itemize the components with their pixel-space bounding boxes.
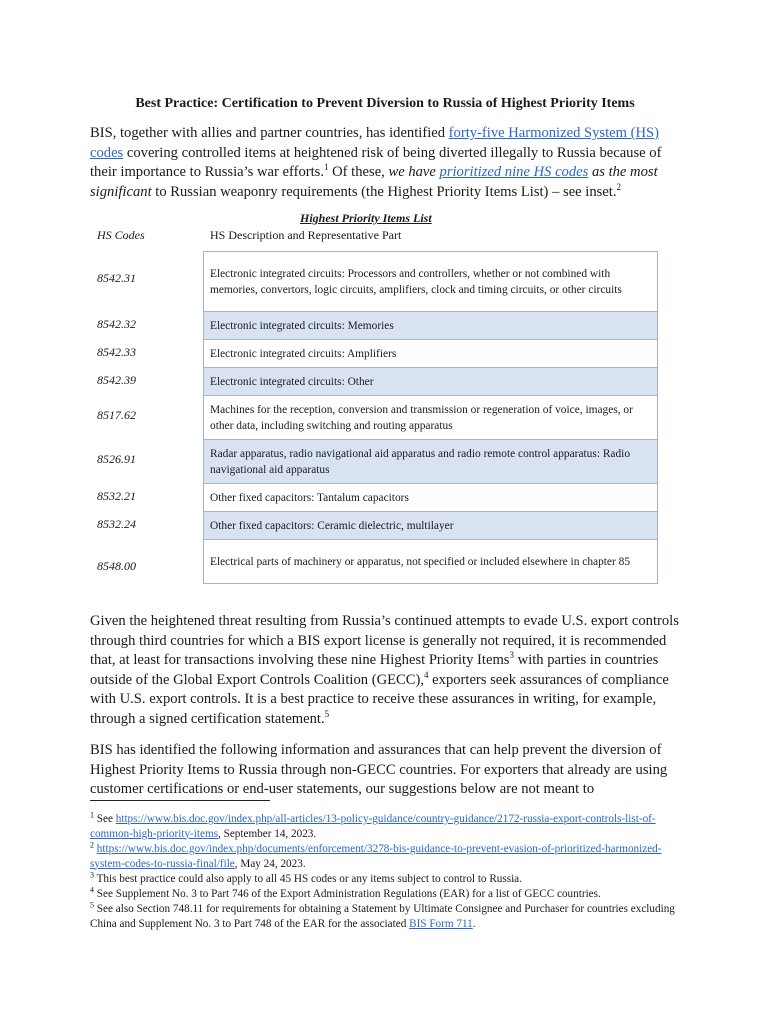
hs-code: 8542.33 <box>97 345 136 359</box>
hs-code: 8542.39 <box>97 373 136 387</box>
hs-code: 8542.32 <box>97 317 136 331</box>
hs-code: 8548.00 <box>97 559 136 573</box>
footnote-1: $^1$ See https://www.bis.doc.gov/index.php/all-articles/13-policy-guidance/country-guidance/2172-russia-export-controls-list-of-common-high-priority-items, September 14, 2023. <box>90 810 656 840</box>
footnote-ref-5: 5 <box>324 708 330 719</box>
footnote-1-link[interactable]: https://www.bis.doc.gov/index.php/all-articles/13-policy-guidance/country-guidance/2172-russia-export-controls-list-of-common-high-priority-items <box>90 813 656 840</box>
hs-code: 8542.31 <box>97 271 136 285</box>
table-title: Highest Priority Items List <box>300 211 432 225</box>
column-header-description: HS Description and Representative Part <box>210 228 402 242</box>
hs-description: Other fixed capacitors: Tantalum capacitors <box>203 483 658 512</box>
footnote-ref-3: 3 <box>509 650 514 661</box>
page-title: Best Practice: Certification to Prevent Diversion to Russia of Highest Priority Items <box>135 96 635 111</box>
footnote-ref-2: 2 <box>616 181 622 192</box>
hs-description: Electronic integrated circuits: Other <box>203 367 658 396</box>
bis-form-711-link[interactable]: BIS Form 711 <box>409 917 473 930</box>
priority-items-table <box>90 251 658 583</box>
hs-description: Other fixed capacitors: Ceramic dielectric, multilayer <box>203 511 658 540</box>
table-row <box>90 483 658 511</box>
footnote-2-link[interactable]: https://www.bis.doc.gov/index.php/documents/enforcement/3278-bis-guidance-to-prevent-evasion-of-prioritized-harmonized-system-codes-to-russia-final/file <box>90 843 662 870</box>
table-row <box>90 339 658 367</box>
hs-description: Machines for the reception, conversion and transmission or regeneration of voice, images, or other data, including switching and routing apparatus <box>203 395 658 440</box>
table-row <box>90 395 658 439</box>
hs-code: 8526.91 <box>97 452 136 466</box>
prioritized-codes-link[interactable]: prioritized nine HS codes <box>439 164 589 180</box>
table-row <box>90 511 658 539</box>
body-paragraph-2: Given the heightened threat resulting from Russia’s continued attempts to evade U.S. export controls through third countries for which a BIS export license is generally not required, it is recommended that, at least for transactions involving these nine Highest Priority Items$^3$ with parties in countries outside of the Global Export Controls Coalition (GECC),$^4$ exporters seek assurances of compliance with U.S. export controls. It is a best practice to receive these assurances in writing, for example, through a signed certification statement.$^5$ <box>90 613 679 727</box>
table-row <box>90 367 658 395</box>
table-row <box>90 251 658 311</box>
table-row <box>90 311 658 339</box>
footnote-ref-1: 1 <box>323 162 329 173</box>
hs-code: 8532.21 <box>97 489 136 503</box>
hs-description: Electronic integrated circuits: Processors and controllers, whether or not combined with memories, convertors, logic circuits, amplifiers, clock and timing circuits, or other circuits <box>203 251 658 312</box>
body-paragraph-3: BIS has identified the following information and assurances that can help prevent the diversion of Highest Priority Items to Russia through non-GECC countries. For exporters that already are using customer certifications or end-user statements, our suggestions below are not meant to <box>90 742 668 797</box>
footnote-2: $^2$ https://www.bis.doc.gov/index.php/documents/enforcement/3278-bis-guidance-to-prevent-evasion-of-prioritized-harmonized-system-codes-to-russia-final/file, May 24, 2023. <box>90 840 662 870</box>
footnote-ref-4: 4 <box>424 669 429 680</box>
footnote-5: $^5$ See also Section 748.11 for requirements for obtaining a Statement by Ultimate Consignee and Purchaser for countries excluding China and Supplement No. 3 to Part 748 of the EAR for the associated BIS Form 711. <box>90 900 675 930</box>
table-row <box>90 539 658 583</box>
hs-code: 8532.24 <box>97 517 136 531</box>
hs-description: Radar apparatus, radio navigational aid apparatus and radio remote control apparatus: Radio navigational aid apparatus <box>203 439 658 484</box>
hs-code: 8517.62 <box>97 408 136 422</box>
footnote-3: $^3$ This best practice could also apply to all 45 HS codes or any items subject to control to Russia. <box>90 870 522 885</box>
table-row <box>90 439 658 483</box>
hs-description: Electronic integrated circuits: Memories <box>203 311 658 340</box>
hs-codes-link[interactable]: forty-five Harmonized System (HS) codes <box>90 125 660 161</box>
hs-description: Electrical parts of machinery or apparatus, not specified or included elsewhere in chapter 85 <box>203 539 658 584</box>
column-header-hs-codes: HS Codes <box>97 228 145 242</box>
hs-description: Electronic integrated circuits: Amplifiers <box>203 339 658 368</box>
intro-paragraph: BIS, together with allies and partner countries, has identified forty-five Harmonized System (HS) codes covering controlled items at heightened risk of being diverted illegally to Russia because of their importance to Russia’s war efforts.$^1$ Of these, we have prioritized nine HS codes as the most significant to Russian weaponry requirements (the Highest Priority Items List) – see inset.$^2$ <box>90 125 662 200</box>
footnote-divider <box>90 800 270 801</box>
footnote-4: $^4$ See Supplement No. 3 to Part 746 of the Export Administration Regulations (EAR) for a list of GECC countries. <box>90 885 601 900</box>
